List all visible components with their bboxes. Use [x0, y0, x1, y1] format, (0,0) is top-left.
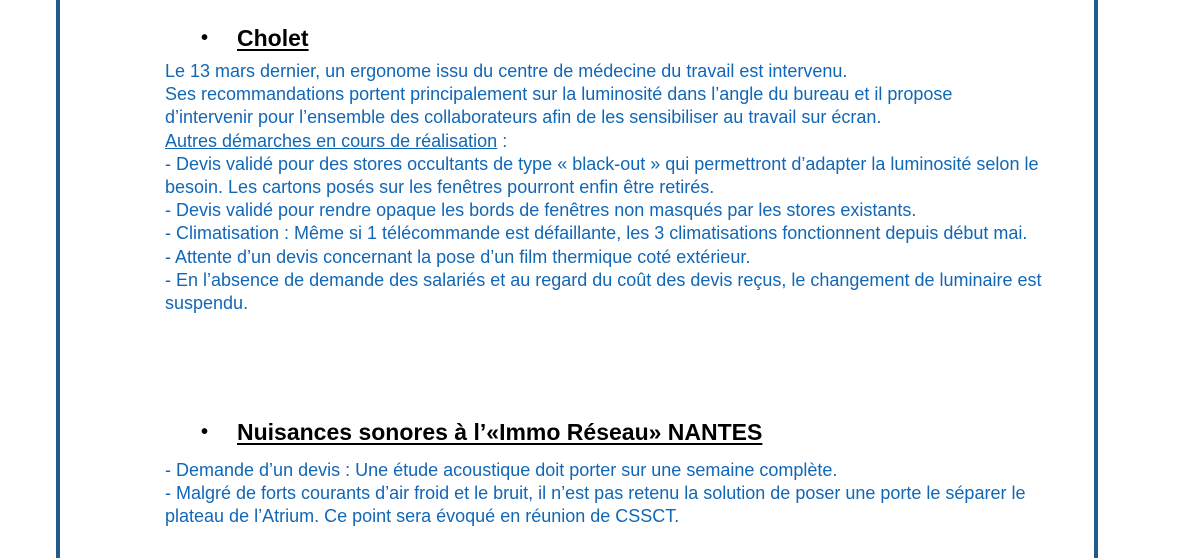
bullet-icon: •: [201, 421, 209, 443]
list-item: - Malgré de forts courants d’air froid et le bruit, il n’est pas retenu la solution de poser une porte le séparer le plateau de l’Atrium. Ce point sera évoqué en réunion de CSSCT.: [165, 483, 1026, 527]
section-body-nuisances: [165, 459, 1045, 529]
paragraph-intro: Le 13 mars dernier, un ergonome issu du centre de médecine du travail est intervenu.: [165, 61, 848, 81]
list-item: - Attente d’un devis concernant la pose d’un film thermique coté extérieur.: [165, 246, 751, 267]
list-item: - Devis validé pour rendre opaque les bords de fenêtres non masqués par les stores existants.: [165, 200, 917, 221]
paragraph-other-steps: [165, 130, 1045, 153]
section-heading-nuisances: [165, 417, 762, 447]
section-body-cholet: [165, 60, 1045, 315]
other-steps-suffix: :: [497, 130, 508, 151]
section-heading-cholet: [165, 23, 309, 53]
other-steps-label: Autres démarches en cours de réalisation: [165, 130, 498, 151]
section-title: Cholet: [237, 25, 309, 51]
list-item: - Demande d’un devis : Une étude acoustique doit porter sur une semaine complète.: [165, 460, 838, 480]
section-title: Nuisances sonores à l’«Immo Réseau» NANTES: [237, 419, 763, 445]
list-item: - Devis validé pour des stores occultants de type « black-out » qui permettront d’adapter la luminosité selon le besoin. Les cartons posés sur les fenêtres pourront enfin être retirés.: [165, 153, 1039, 198]
bullet-icon: •: [201, 27, 209, 49]
list-item: - Climatisation : Même si 1 télécommande est défaillante, les 3 climatisations fonctionnent depuis début mai.: [165, 223, 1028, 244]
paragraph-recommendations: Ses recommandations portent principalement sur la luminosité dans l’angle du bureau et il propose d’intervenir pour l’ensemble des collaborateurs afin de les sensibiliser au travail sur écran.: [165, 84, 953, 128]
list-item: - En l’absence de demande des salariés et au regard du coût des devis reçus, le changement de luminaire est suspendu.: [165, 269, 1042, 314]
document-page: [56, 0, 1098, 558]
